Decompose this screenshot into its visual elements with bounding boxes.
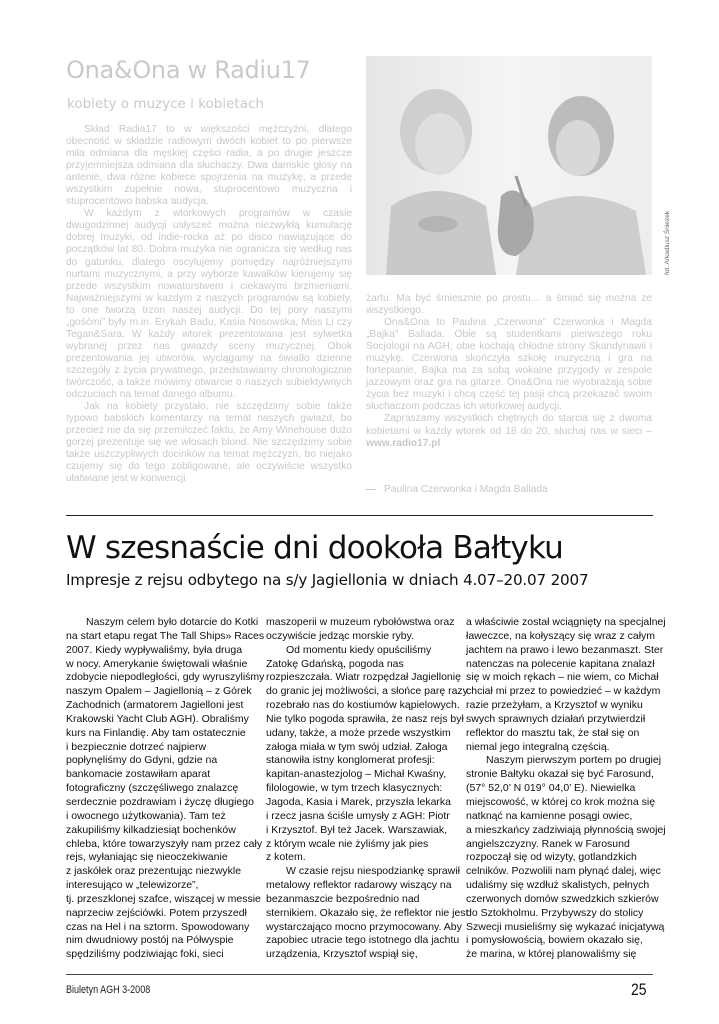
text-line: (57° 52,0’ N 019° 04,0’ E). Niewielka xyxy=(466,782,636,795)
main-article-column-3 xyxy=(466,616,666,962)
text-line: W czasie rejsu niespodziankę sprawił xyxy=(286,865,460,878)
text-line: rozpieszczała. Wiatr rozpędzał Jagiellonię xyxy=(266,671,461,684)
text-line: i bezpiecznie dotrzeć najpierw xyxy=(66,740,207,753)
text-line: ławeczce, na kołyszący się wraz z całym xyxy=(466,629,656,642)
text-line: rozpoczął się od wizyty, gotlandzkich xyxy=(466,851,637,864)
paragraph xyxy=(366,413,652,449)
signature-dash xyxy=(366,489,376,490)
text-line: a mieszkańcy zadziwiają płynnością swojej xyxy=(466,823,666,836)
text-line: interesująco w „telewizorze”, xyxy=(66,879,199,892)
radio-article-subtitle: kobiety o muzyce i kobietach xyxy=(67,96,264,112)
text-line: metalowy reflektor radarowy wiszący na xyxy=(266,879,452,892)
text-line: czas na Hel i na sztorm. Spowodowany xyxy=(66,920,250,933)
radio-hosts-photo xyxy=(366,56,652,275)
text-line: Krakowski Yacht Club AGH). Obraliśmy xyxy=(66,712,249,725)
text-line: udany, także, a może przede wszystkim xyxy=(266,726,451,739)
main-article-subtitle: Impresje z rejsu odbytego na s/y Jagiellonia w dniach 4.07–20.07 2007 xyxy=(66,571,589,589)
text-line: Zachodnich (armatorem Jagielloni jest xyxy=(66,699,244,712)
text-line: do Sztokholmu. Przybywszy do stolicy xyxy=(466,906,644,919)
photo-credit: fot. Arkadiusz Śniezek xyxy=(664,211,671,275)
text-line: bezanmaszcie bezpośrednio nad xyxy=(266,892,420,905)
text-line: stronie Bałtyku okazał się być Farosund, xyxy=(466,768,654,781)
text-line: Nie tylko pogoda sprawiła, że nasz rejs był xyxy=(266,712,464,725)
text-line: zdobycie niepodległości, gdy wyruszyliśmy xyxy=(66,671,265,684)
text-line: Naszym pierwszym portem po drugiej xyxy=(486,754,662,767)
text-line: maszoperii w muzeum rybołówstwa oraz xyxy=(266,616,455,628)
text-line: i rzecz jasna ściśle umysły z AGH: Piotr xyxy=(266,809,450,822)
text-line: do granic jej możliwości, a słońce parę razy xyxy=(266,685,468,698)
radio-article-title: Ona&Ona w Radiu17 xyxy=(66,56,311,84)
text-line: z którym wcale nie żyliśmy jak pies xyxy=(266,837,429,850)
text-line: i owocnego użytkowania). Tam też xyxy=(66,809,226,822)
text-line: Naszym celem było dotarcie do Kotki xyxy=(86,616,259,628)
paragraph: Jak na kobiety przystało, nie szczędzimy sobie także typowo babskich komentarzy na temat naszych gwiazd, bo przecież nie da się przemilczeć faktu, że Amy Winehouse dużo gorzej prezentuje się we włosach blond. Nie szczędzimy sobie także uszczypliwych docinków na temat mężczyzn, bo niejako czujemy się do tego zobligowane, ale oczywiście wszystko ułatwiane jest w konwencji xyxy=(66,401,352,485)
text-line: swych sprawnych działań przytwierdził xyxy=(466,712,646,725)
text-line: z jaskółek oraz prezentując niezwykle xyxy=(66,865,242,878)
text-line: celników. Pozwolili nam płynąć dalej, więc xyxy=(466,865,661,878)
text-line: się w moich rękach – nie wiem, co Michał xyxy=(466,671,659,684)
text-line: udaliśmy się wzdłuż skalistych, pełnych xyxy=(466,879,650,892)
text-line: spędziliśmy podziwiając foki, sieci xyxy=(66,948,224,961)
text-line: stanowiła istny konglomerat profesji: xyxy=(266,754,435,767)
text-line: że marina, w której planowaliśmy się xyxy=(466,948,637,961)
text-line: naprzeciw zejściówki. Potem przyszedł xyxy=(66,906,247,919)
text-line: sternikiem. Okazało się, że reflektor nie jest xyxy=(266,906,469,919)
article-divider xyxy=(66,515,653,516)
text-line: filologowie, w tym trzech klasycznych: xyxy=(266,782,443,795)
text-line: zakupiliśmy kilkadziesiąt bochenków xyxy=(66,823,236,836)
text-line: fotograficzny (szczęśliwego znalazcę xyxy=(66,782,239,795)
main-article-column-2 xyxy=(266,616,469,962)
paragraph: żartu. Ma być śmiesznie po prostu… a śmiać się można ze wszystkiego. xyxy=(366,293,652,317)
text-line: kurs na Finlandię. Aby tam ostatecznie xyxy=(66,726,246,739)
signature-text: Paulina Czerwonka i Magda Ballada xyxy=(384,484,548,495)
text-line: urządzenia, Krzysztof wspiął się, xyxy=(266,948,418,961)
text-line: angielszczyzny. Ranek w Farosund xyxy=(466,837,630,850)
text-line: czerwonych domów szwedzkich szkierów xyxy=(466,892,659,905)
text-line: Od momentu kiedy opuściliśmy xyxy=(286,643,432,656)
website-link[interactable]: www.radio17.pl xyxy=(366,437,441,449)
text-line: chciał mi przez to powiedzieć – w każdym xyxy=(466,685,661,698)
paragraph-text: Zapraszamy wszystkich chętnych do starcia się z dwoma kobietami w każdy wtorek od 18 do 20, słuchaj nas w sieci – xyxy=(366,413,652,437)
text-line: popłynęliśmy do Gdyni, gdzie na xyxy=(66,754,218,767)
paragraph: W każdym z wtorkowych programów w czasie dwugodzinnej audycji usłyszeć można niezwykłą kumulację dobrej muzyki, od indie-rocka aż po disco nawiązujące do początków lat 80. Dobra muzyka nie ogranicza się według nas do gatunku, dlatego oscylujemy pomiędzy najróżniejszymi nurtami muzycznymi, a przy wyborze kawałków kierujemy się przede wszystkim nowatorstwem i ciekawymi brzmieniami. Najważniejszymi w każdym z naszych programów są kobiety, to one tworzą trzon naszej audycji. Do tej pory naszymi „gośćmi” były m.in. Erykah Badu, Kasia Nosowska, Miss Li czy Tegan&Sara. W każdy wtorek prezentowana jest sylwetka wybranej przez nas gwiazdy sceny muzycznej. Obok prezentowania jej utworów, wyciągamy na światło dzienne szczegóły z życia prywatnego, przedstawiamy chronologicznie twórczość, a także mówimy otwarcie o naszych subiektywnych odczuciach na temat danego albumu. xyxy=(66,208,352,401)
text-line: natenczas na polecenie kapitana znalazł xyxy=(466,657,655,670)
page-number: 25 xyxy=(631,980,647,999)
footer-divider xyxy=(66,974,653,975)
main-article-column-1 xyxy=(66,616,265,962)
text-line: Szwecji musieliśmy się wykazać inicjatywą xyxy=(466,920,665,933)
text-line: z kotem. xyxy=(266,851,306,864)
text-line: rozebrało nas do kostiumów kąpielowych. xyxy=(266,699,460,712)
text-line: na start etapu regat The Tall Ships» Races xyxy=(66,629,265,642)
text-line: reflektor do masztu tak, że stał się on xyxy=(466,726,640,739)
text-line: razie przeżyłam, a Krzysztof w wyniku xyxy=(466,699,643,712)
photo-image xyxy=(366,56,652,275)
text-line: naszym Opalem – Jagiellonią – z Górek xyxy=(66,685,252,698)
text-line: wystarczająco mocno przymocowany. Aby xyxy=(266,920,462,933)
text-line: oczywiście jedząc morskie ryby. xyxy=(266,629,415,642)
text-line: miejscowość, w której co krok można się xyxy=(466,795,656,808)
radio-article-column-2 xyxy=(366,293,652,450)
text-line: 2007. Kiedy wypływaliśmy, była druga xyxy=(66,643,243,656)
paragraph: Ona&Ona to Paulina „Czerwona” Czerwonka i Magda „Bajka” Ballada. Obie są studentkami pierwszego roku Socjologii na AGH, obie kochają chłodne strony Skandynawii i muzykę. Czerwona skończyła szkołę muzyczną i gra na fortepianie, Bajka ma za sobą wokalne przygody w zespole jazzowym oraz gra na gitarze. Ona&Ona nie wyobrażają sobie życia bez muzyki i chcą część tej pasji chcą przekazać swoim słuchaczom podczas ich wtorkowej audycji. xyxy=(366,317,652,413)
text-line: kapitan-anastezjolog – Michał Kwaśny, xyxy=(266,768,447,781)
text-line: zapobiec utracie tego istotnego dla jachtu xyxy=(266,934,460,947)
radio-article-signature xyxy=(366,484,548,495)
paragraph: Skład Radia17 to w większości mężczyźni, dlatego obecność w składzie radiowym dwóch kobiet to po pierwsze miła odmiana dla męskiej części radia, a po drugie jeszcze przyjemniejsza odmiana dla słuchaczy. Dwa damskie głosy na antenie, dwa różne kobiece spojrzenia na muzykę, a przede wszystkim zupełnie nowa, stuprocentowo muzyczna i stuprocentowo babska audycja. xyxy=(66,124,352,208)
footer-publication: Biuletyn AGH 3-2008 xyxy=(66,984,151,996)
text-line: w nocy. Amerykanie świętowali właśnie xyxy=(66,657,248,670)
text-line: bankomacie zostawiłam aparat xyxy=(66,768,211,781)
text-line: i Krzysztof. Był też Jacek. Warszawiak, xyxy=(266,823,448,836)
text-line: Zatokę Gdańską, pogoda nas xyxy=(266,657,404,670)
text-line: natknąć na kamienne posągi owiec, xyxy=(466,809,633,822)
text-line: serdecznie pozdrawiam i życzę długiego xyxy=(66,795,254,808)
radio-article-column-1 xyxy=(66,124,352,485)
text-line: i pomysłowością, bowiem okazało się, xyxy=(466,934,643,947)
text-line: załoga miała w tym swój udział. Załoga xyxy=(266,740,448,753)
text-line: Jagoda, Kasia i Marek, przyszła lekarka xyxy=(266,795,451,808)
text-line: tj. przeszklonej szafce, wiszącej w messie xyxy=(66,892,261,905)
text-line: rejs, wyłaniając się nieoczekiwanie xyxy=(66,851,228,864)
text-line: a właściwie został wciągnięty na specjalnej xyxy=(466,616,666,628)
text-line: chleba, które towarzyszyły nam przez cały xyxy=(66,837,263,850)
main-article-title: W szesnaście dni dookoła Bałtyku xyxy=(66,530,564,566)
text-line: nim dwudniowy postój na Półwyspie xyxy=(66,934,234,947)
text-line: niemal jego integralną częścią. xyxy=(466,740,610,753)
text-line: jachtem na prawo i lewo bezanmaszt. Ster xyxy=(466,643,664,656)
